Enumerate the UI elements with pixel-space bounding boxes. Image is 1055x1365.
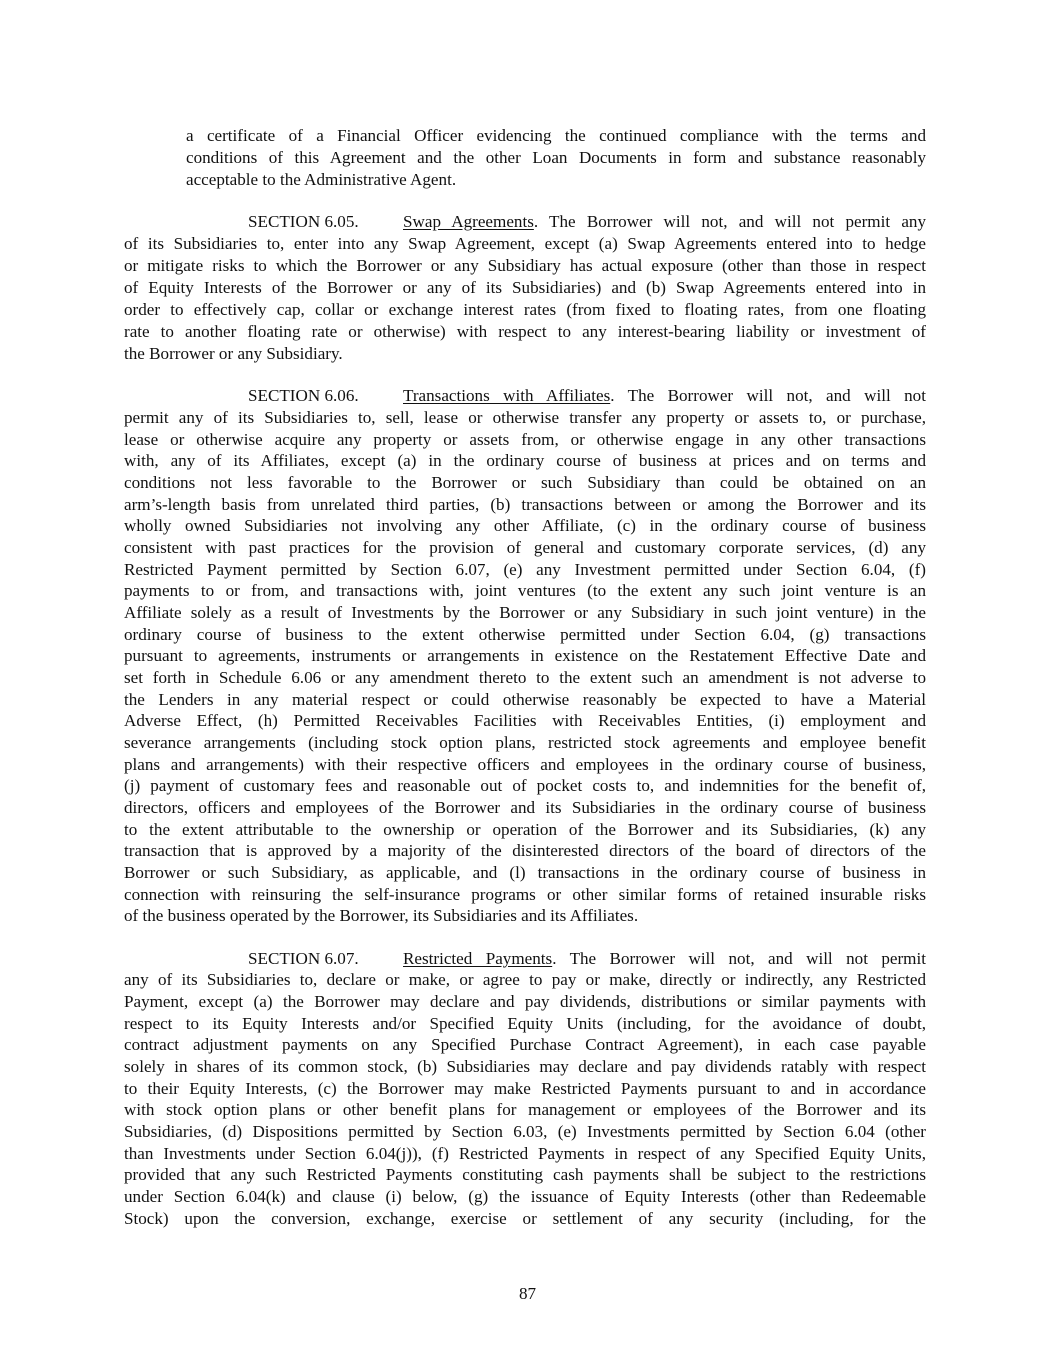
text-line: of Equity Interests of the Borrower or any of its Subsidiaries) and (b) Swap Agreements entered into in — [124, 278, 926, 297]
text-line: Borrower or such Subsidiary, as applicable, and (l) transactions in the ordinary course of business in — [124, 863, 926, 882]
text-line: to the extent attributable to the ownership or operation of the Borrower and its Subsidiaries, (k) any — [124, 820, 926, 839]
text-line: of the business operated by the Borrower, its Subsidiaries and its Affiliates. — [124, 906, 639, 925]
text-line: acceptable to the Administrative Agent. — [186, 170, 457, 189]
section-number: SECTION 6.07. — [248, 949, 359, 968]
text-line: Restricted Payment permitted by Section 6.07, (e) any Investment permitted under Section 6.04, (f) — [124, 560, 926, 579]
section-heading — [248, 385, 926, 407]
text-line: plans and arrangements) with their respective officers and employees in the ordinary course of business, — [124, 755, 926, 774]
section-heading-text: . The Borrower will not, and will not permit any — [533, 212, 926, 231]
text-line: payments to or from, and transactions with, joint ventures (to the extent any such joint venture is an — [124, 581, 926, 600]
section-heading — [248, 211, 926, 233]
text-line: set forth in Schedule 6.06 or any amendment thereto to the extent such an amendment is not adverse to — [124, 668, 926, 687]
section-heading-text: . The Borrower will not, and will not — [610, 386, 926, 405]
text-line: with stock option plans or other benefit plans for management or employees of the Borrower and its — [124, 1100, 926, 1119]
text-line: solely in shares of its common stock, (b) Subsidiaries may declare and pay dividends ratably with respect — [124, 1057, 926, 1076]
section-number: SECTION 6.06. — [248, 386, 359, 405]
text-line: or mitigate risks to which the Borrower or any Subsidiary has actual exposure (other than those in respect — [124, 256, 926, 275]
text-line: connection with reinsuring the self-insurance programs or other similar forms of retained insurable risks — [124, 885, 926, 904]
text-line: pursuant to agreements, instruments or arrangements in existence on the Restatement Effective Date and — [124, 646, 926, 665]
text-line: the Lenders in any material respect or could otherwise reasonably be expected to have a Material — [124, 690, 926, 709]
text-line: respect to its Equity Interests and/or Specified Equity Units (including, for the avoidance of doubt, — [124, 1014, 926, 1033]
text-line: provided that any such Restricted Payments constituting cash payments shall be subject to the restrictions — [124, 1165, 926, 1184]
text-line: a certificate of a Financial Officer evidencing the continued compliance with the terms and — [186, 126, 926, 145]
text-line: ordinary course of business to the extent otherwise permitted under Section 6.04, (g) transactions — [124, 625, 926, 644]
text-line: severance arrangements (including stock option plans, restricted stock agreements and employee benefit — [124, 733, 926, 752]
section-heading — [248, 948, 926, 970]
text-line: any of its Subsidiaries to, declare or make, or agree to pay or make, directly or indirectly, any Restricted — [124, 970, 926, 989]
text-line: arm’s-length basis from unrelated third parties, (b) transactions between or among the Borrower and its — [124, 495, 926, 514]
text-line: of its Subsidiaries to, enter into any Swap Agreement, except (a) Swap Agreements entered into to hedge — [124, 234, 926, 253]
text-line: contract adjustment payments on any Specified Purchase Contract Agreement), in each case payable — [124, 1035, 926, 1054]
text-line: than Investments under Section 6.04(j)), (f) Restricted Payments in respect of any Specified Equity Units, — [124, 1144, 926, 1163]
section-title: Swap Agreements — [403, 212, 534, 231]
text-line: permit any of its Subsidiaries to, sell, lease or otherwise transfer any property or assets to, or purchase, — [124, 408, 926, 427]
section-heading-text: . The Borrower will not, and will not permit — [552, 949, 926, 968]
section-title: Restricted Payments — [403, 949, 553, 968]
text-line: the Borrower or any Subsidiary. — [124, 344, 343, 363]
text-line: order to effectively cap, collar or exchange interest rates (from fixed to floating rates, from one floating — [124, 300, 926, 319]
text-line: Subsidiaries, (d) Dispositions permitted by Section 6.03, (e) Investments permitted by Section 6.04 (other — [124, 1122, 926, 1141]
text-line: to their Equity Interests, (c) the Borrower may make Restricted Payments pursuant to and in accordance — [124, 1079, 926, 1098]
text-line: conditions of this Agreement and the other Loan Documents in form and substance reasonably — [186, 148, 926, 167]
text-line: Payment, except (a) the Borrower may declare and pay dividends, distributions or similar payments with — [124, 992, 926, 1011]
text-line: (j) payment of customary fees and reasonable out of pocket costs to, and indemnities for the benefit of, — [124, 776, 926, 795]
text-line: with, any of its Affiliates, except (a) in the ordinary course of business at prices and on terms and — [124, 451, 926, 470]
section-number: SECTION 6.05. — [248, 212, 359, 231]
text-line: conditions not less favorable to the Borrower or such Subsidiary than could be obtained on an — [124, 473, 926, 492]
text-line: under Section 6.04(k) and clause (i) below, (g) the issuance of Equity Interests (other than Redeemable — [124, 1187, 926, 1206]
text-line: Stock) upon the conversion, exchange, exercise or settlement of any security (including, for the — [124, 1209, 926, 1228]
text-line: lease or otherwise acquire any property or assets from, or otherwise engage in any other transactions — [124, 430, 926, 449]
text-line: wholly owned Subsidiaries not involving any other Affiliate, (c) in the ordinary course of business — [124, 516, 926, 535]
page-number: 87 — [518, 1284, 537, 1303]
text-line: Adverse Effect, (h) Permitted Receivables Facilities with Receivables Entities, (i) employment and — [124, 711, 926, 730]
text-line: rate to another floating rate or otherwise) with respect to any interest-bearing liability or investment of — [124, 322, 926, 341]
text-line: transaction that is approved by a majority of the disinterested directors of the board of directors of the — [124, 841, 926, 860]
text-line: Affiliate solely as a result of Investments by the Borrower or any Subsidiary in such joint venture) in the — [124, 603, 926, 622]
section-title: Transactions with Affiliates — [403, 386, 611, 405]
text-line: consistent with past practices for the provision of general and customary corporate services, (d) any — [124, 538, 926, 557]
text-line: directors, officers and employees of the Borrower and its Subsidiaries in the ordinary course of business — [124, 798, 926, 817]
